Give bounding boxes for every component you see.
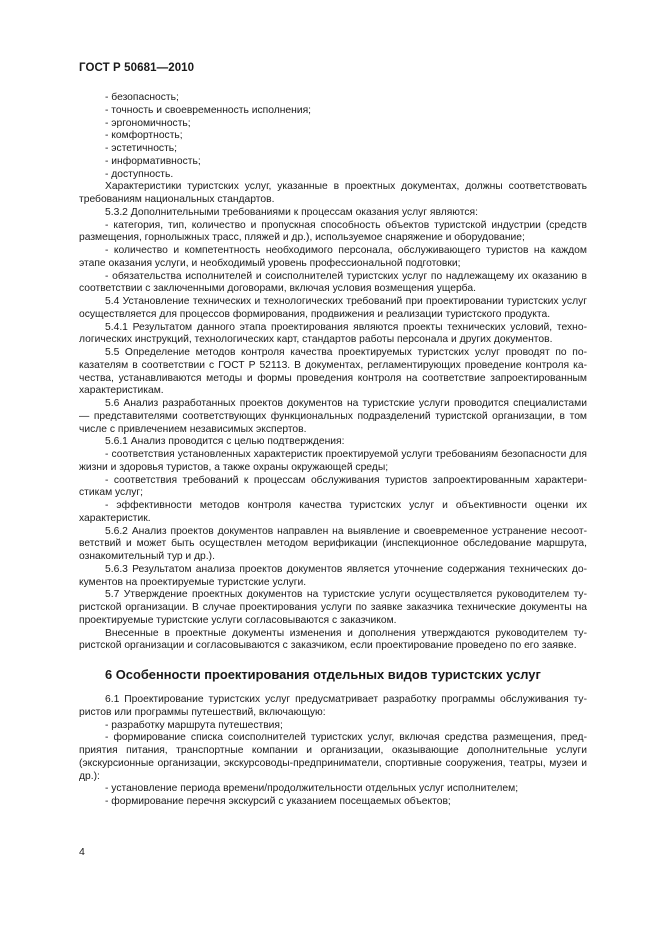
paragraph: - эргономичность; xyxy=(105,117,191,129)
paragraph: Внесенные в проектные документы изменения и дополнения утверждаются руководителем туристской организации и согласовываются с заказчиком, если проектирование проведено по его заявке. xyxy=(79,627,587,652)
document-body xyxy=(79,92,587,809)
paragraph: - разработку маршрута путешествия; xyxy=(105,719,283,731)
paragraph: 5.4.1 Результатом данного этапа проектирования являются проекты технических условий, технологических инструкций, технологических карт, стандартов работы персонала и других документов. xyxy=(79,321,587,346)
paragraph: 5.3.2 Дополнительными требованиями к процессам оказания услуг являются: xyxy=(105,206,478,218)
paragraph: 5.6.3 Результатом анализа проектов документов является уточнение содержания технических документов на проектируемые туристские услуги. xyxy=(79,563,587,588)
paragraph: - комфортность; xyxy=(105,130,183,142)
paragraph: - формирование перечня экскурсий с указанием посещаемых объектов; xyxy=(105,796,451,807)
paragraph: - обязательства исполнителей и соисполнителей туристских услуг по надлежащему их оказанию в соответствии с заключенными договорами, включая условия возмещения ущерба. xyxy=(79,270,587,295)
page-number: 4 xyxy=(79,846,85,858)
paragraph: Характеристики туристских услуг, указанные в проектных документах, должны соответствовать требованиям национальных стандартов. xyxy=(79,181,587,205)
paragraph: 6.1 Проектирование туристских услуг предусматривает разработку программы обслуживания туристов или программы путешествий, включающую: xyxy=(79,694,587,718)
paragraph: - эффективности методов контроля качества туристских услуг и объективности оценки их характеристик. xyxy=(79,500,587,524)
paragraph: 5.6 Анализ разработанных проектов документов на туристские услуги проводится специалистами — представителями соответствующих функциональных подразделений туристской организации, в том числе с привлечением независимых экспертов. xyxy=(79,398,587,435)
paragraph: - количество и компетентность необходимого персонала, обслуживающего туристов на каждом этапе оказания услуги, и необходимый уровень профессиональной подготовки; xyxy=(79,245,587,269)
paragraph: - формирование списка соисполнителей туристских услуг, включая средства размещения, предприятия питания, транспортные компании и организации, оказывающие дополнительные услуги (экскурсионные организации, экскурсоводы-предприниматели, спортивные сооружения, театры, музеи и др.): xyxy=(79,732,587,782)
paragraph: - соответствия установленных характеристик проектируемой услуги требованиям безопасности для жизни и здоровья туристов, а также охраны окружающей среды; xyxy=(79,449,587,473)
section-heading: 6 Особенности проектирования отдельных видов туристских услуг xyxy=(105,667,541,682)
paragraph: - безопасность; xyxy=(105,92,179,103)
paragraph: 5.4 Установление технических и технологических требований при проектировании туристских услуг осуществляется для процессов формирования, продвижения и реализации туристского продукта. xyxy=(79,296,587,320)
paragraph: 5.5 Определение методов контроля качества проектируемых туристских услуг проводят по показателям в соответствии с ГОСТ Р 52113. В документах, регламентирующих проведение контроля качества, устанавливаются методы и формы проведения контроля на соответствие запроектированным характеристикам. xyxy=(79,347,587,397)
paragraph: - эстетичность; xyxy=(105,143,178,154)
paragraph: - доступность. xyxy=(105,168,174,180)
paragraph: - точность и своевременность исполнения; xyxy=(105,104,312,116)
paragraph: 5.6.1 Анализ проводится с целью подтверждения: xyxy=(105,436,345,448)
paragraph: - соответствия требований к процессам обслуживания туристов запроектированным характеристикам услуг; xyxy=(79,474,587,499)
paragraph: - установление периода времени/продолжительности отдельных услуг исполнителем; xyxy=(105,783,519,795)
paragraph: 5.6.2 Анализ проектов документов направлен на выявление и своевременное устранение несоответствий и может быть осуществлен методом верификации (инспекционное обследование маршрута, ознакомительный тур и др.). xyxy=(79,525,587,562)
document-header: ГОСТ Р 50681—2010 xyxy=(79,62,195,74)
paragraph: - категория, тип, количество и пропускная способность объектов туристской индустрии (средств размещения, горнолыжных трасс, пляжей и др.), используемое снаряжение и оборудование; xyxy=(79,219,587,244)
paragraph: 5.7 Утверждение проектных документов на туристские услуги осуществляется руководителем туристской организации. В случае проектирования услуги по заявке заказчика технические документы на проектируемые туристские услуги согласовываются с заказчиком. xyxy=(79,589,587,626)
paragraph: - информативность; xyxy=(105,155,201,167)
